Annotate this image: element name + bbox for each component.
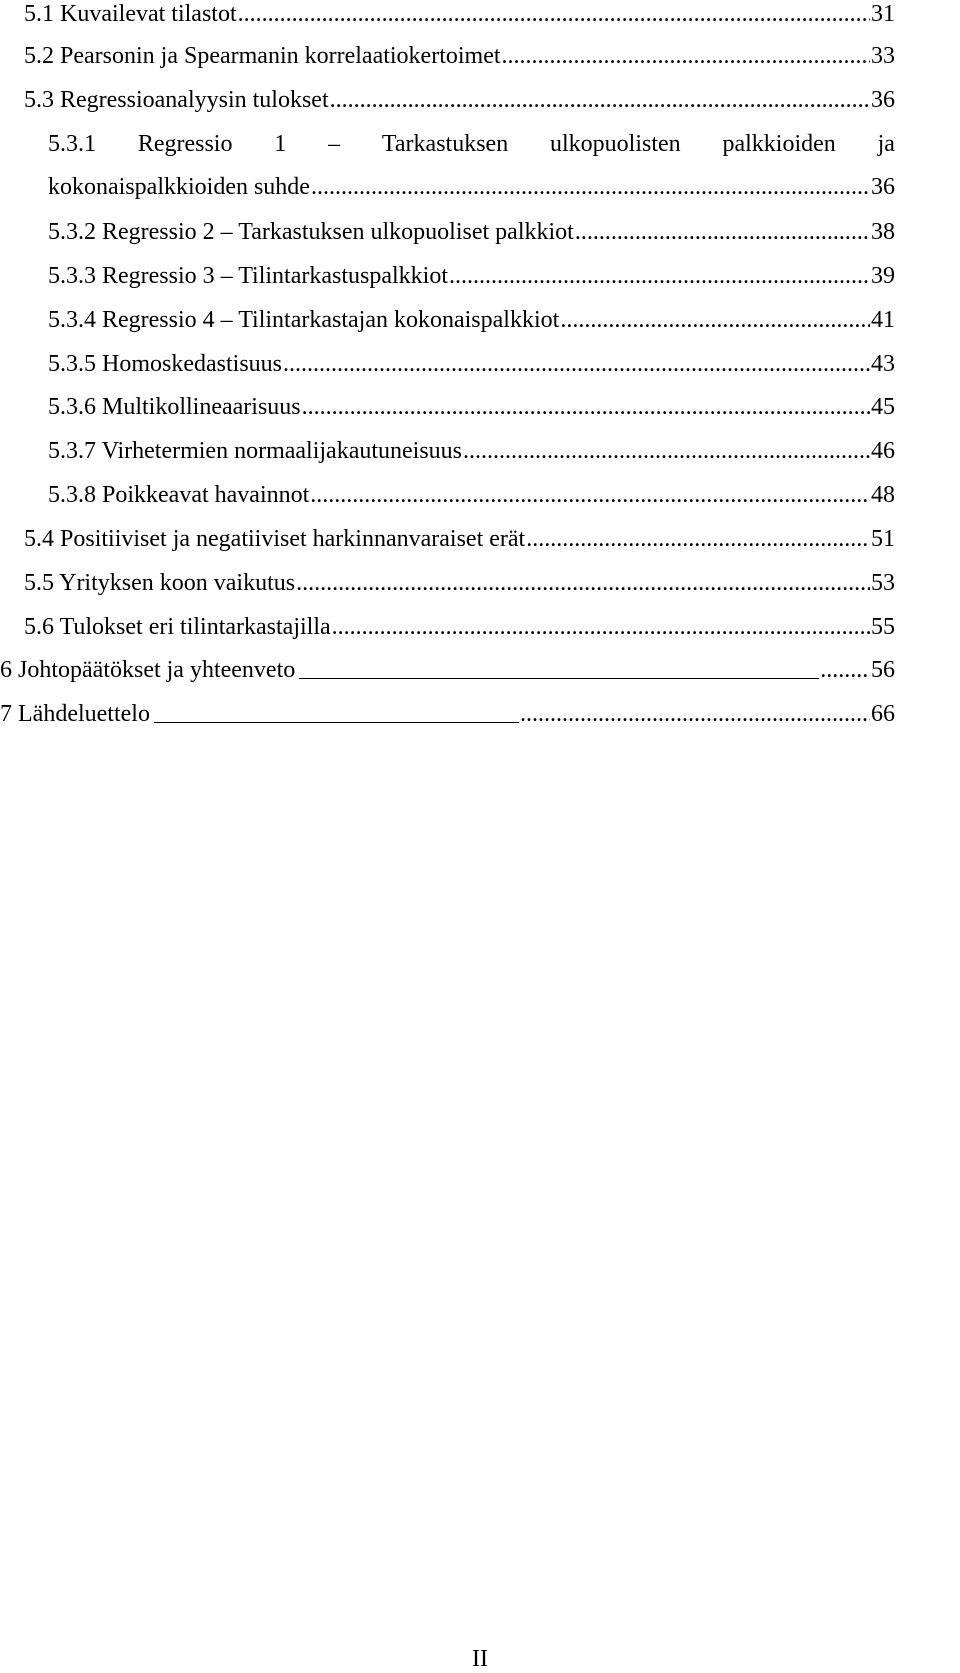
- toc-entry-text: 5.3.8 Poikkeavat havainnot: [48, 482, 310, 508]
- toc-entry-5-3-4[interactable]: [48, 306, 895, 334]
- toc-entry-text: 5.3.7 Virhetermien normaalijakautuneisuus: [48, 438, 463, 464]
- toc-entry-page: 51: [871, 526, 895, 552]
- toc-entry-5-3-1-line1[interactable]: [48, 130, 895, 158]
- toc-word: ja: [877, 131, 895, 157]
- toc-entry-page: 53: [871, 570, 895, 596]
- toc-leader: [449, 262, 870, 290]
- toc-word: ulkopuolisten: [550, 131, 681, 157]
- toc-entry-text: 5.1 Kuvailevat tilastot: [24, 1, 237, 27]
- toc-leader: [311, 173, 870, 201]
- toc-entry-5-3-3[interactable]: [48, 262, 895, 290]
- toc-leader: [502, 42, 870, 70]
- toc-entry-text: 5.3.5 Homoskedastisuus: [48, 351, 282, 377]
- toc-entry-text: 5.3.3 Regressio 3 – Tilintarkastuspalkkiot: [48, 263, 449, 289]
- toc-entry-5-3-5[interactable]: [48, 350, 895, 378]
- toc-entry-page: 56: [871, 657, 895, 683]
- toc-entry-text: 5.3.4 Regressio 4 – Tilintarkastajan kokonaispalkkiot: [48, 307, 560, 333]
- toc-entry-5-3-7[interactable]: [48, 437, 895, 465]
- toc-entry-page: 36: [871, 87, 895, 113]
- toc-entry-text: 5.3.6 Multikollineaarisuus: [48, 394, 301, 420]
- toc-word: 1: [274, 131, 287, 157]
- toc-entry-5-2[interactable]: [24, 42, 895, 70]
- toc-leader: [330, 86, 870, 114]
- toc-entry-5-1[interactable]: [24, 0, 895, 28]
- toc-entry-page: 45: [871, 394, 895, 420]
- toc-leader: [575, 218, 870, 246]
- toc-entry-5-3-6[interactable]: [48, 393, 895, 421]
- toc-entry-5-4[interactable]: [24, 525, 895, 553]
- toc-leader: [520, 700, 870, 728]
- toc-entry-5-5[interactable]: [24, 569, 895, 597]
- toc-entry-5-3-8[interactable]: [48, 481, 895, 509]
- toc-entry-text: 5.2 Pearsonin ja Spearmanin korrelaatiokertoimet: [24, 43, 501, 69]
- toc-entry-text: 5.5 Yrityksen koon vaikutus: [24, 570, 296, 596]
- toc-word: –: [328, 131, 341, 157]
- toc-entry-text: 6 Johtopäätökset ja yhteenveto: [0, 657, 296, 683]
- toc-leader: [560, 306, 870, 334]
- toc-leader: [463, 437, 870, 465]
- toc-entry-text: 5.4 Positiiviset ja negatiiviset harkinnanvaraiset erät: [24, 526, 526, 552]
- toc-word: Regressio: [137, 131, 233, 157]
- toc-entry-page: 38: [871, 219, 895, 245]
- toc-entry-6[interactable]: [0, 656, 895, 684]
- toc-leader: [283, 350, 870, 378]
- toc-entry-text: 5.3 Regressioanalyysin tulokset: [24, 87, 329, 113]
- toc-entry-5-3-1-line2[interactable]: [48, 173, 895, 201]
- toc-entry-5-6[interactable]: [24, 613, 895, 641]
- toc-entry-5-3-2[interactable]: [48, 218, 895, 246]
- toc-entry-page: 43: [871, 351, 895, 377]
- toc-word: 5.3.1: [48, 131, 96, 157]
- toc-leader: [296, 569, 870, 597]
- toc-entry-5-3[interactable]: [24, 86, 895, 114]
- page-number: II: [472, 1646, 488, 1672]
- toc-entry-page: 33: [871, 43, 895, 69]
- toc-leader: [238, 0, 870, 28]
- toc-entry-text: 7 Lähdeluettelo: [0, 701, 150, 727]
- toc-entry-7[interactable]: [0, 700, 895, 728]
- toc-entry-page: 39: [871, 263, 895, 289]
- toc-entry-page: 31: [871, 1, 895, 27]
- toc-entry-page: 55: [871, 614, 895, 640]
- toc-entry-page: 41: [871, 307, 895, 333]
- toc-leader: [332, 613, 870, 641]
- toc-entry-text: 5.6 Tulokset eri tilintarkastajilla: [24, 614, 331, 640]
- toc-entry-page: 46: [871, 438, 895, 464]
- toc-word: palkkioiden: [722, 131, 836, 157]
- toc-leader: [526, 525, 870, 553]
- toc-entry-text: kokonaispalkkioiden suhde: [48, 174, 310, 200]
- toc-entry-page: 36: [871, 174, 895, 200]
- toc-underline-gap: [154, 706, 519, 723]
- toc-leader: [302, 393, 870, 421]
- toc-entry-text: 5.3.2 Regressio 2 – Tarkastuksen ulkopuoliset palkkiot: [48, 219, 574, 245]
- toc-underline-gap: [299, 662, 819, 679]
- toc-entry-page: 48: [871, 482, 895, 508]
- toc-entry-page: 66: [871, 701, 895, 727]
- toc-leader: [820, 656, 870, 684]
- toc-leader: [310, 481, 870, 509]
- toc-word: Tarkastuksen: [381, 131, 509, 157]
